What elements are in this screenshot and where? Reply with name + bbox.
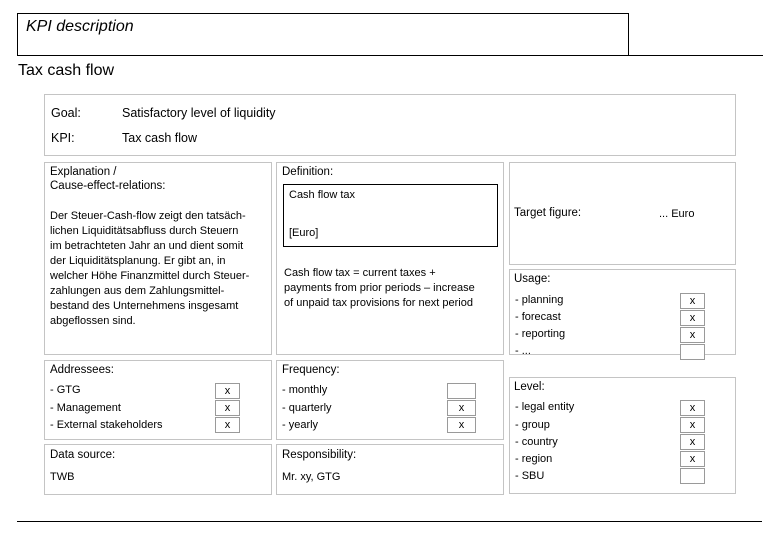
addressees-checkbox[interactable]: x <box>215 383 240 399</box>
kpi-header-box <box>17 13 629 56</box>
frequency-item: - quarterly <box>282 402 332 414</box>
usage-checkbox[interactable]: x <box>680 327 705 343</box>
addressees-item: - GTG <box>50 384 81 396</box>
target-value: ... Euro <box>659 208 695 220</box>
footer-rule <box>17 521 762 522</box>
level-checkbox[interactable]: x <box>680 417 705 433</box>
level-item: - legal entity <box>515 401 575 413</box>
addressees-item: - External stakeholders <box>50 419 163 431</box>
usage-label: Usage: <box>514 273 551 285</box>
kpi-header-title: KPI description <box>26 18 134 35</box>
level-checkbox[interactable]: x <box>680 434 705 450</box>
goal-label: Goal: <box>51 106 81 120</box>
kpi-label: KPI: <box>51 131 75 145</box>
usage-item: - planning <box>515 294 564 306</box>
level-item: - group <box>515 419 550 431</box>
page-title: Tax cash flow <box>18 62 115 79</box>
goal-kpi-panel <box>44 94 736 156</box>
level-checkbox[interactable] <box>680 468 705 484</box>
level-checkbox[interactable]: x <box>680 451 705 467</box>
level-checkbox[interactable]: x <box>680 400 705 416</box>
definition-box-unit: [Euro] <box>289 227 319 239</box>
usage-checkbox[interactable]: x <box>680 293 705 309</box>
target-label: Target figure: <box>514 207 582 219</box>
definition-label: Definition: <box>282 166 334 178</box>
frequency-checkbox[interactable] <box>447 383 476 399</box>
level-item: - country <box>515 436 558 448</box>
addressees-checkbox[interactable]: x <box>215 417 240 433</box>
usage-item: - ... <box>515 345 531 357</box>
addressees-checkbox[interactable]: x <box>215 400 240 416</box>
frequency-item: - yearly <box>282 419 319 431</box>
frequency-checkbox[interactable]: x <box>447 417 476 433</box>
usage-item: - forecast <box>515 311 561 323</box>
frequency-label: Frequency: <box>282 364 340 376</box>
responsibility-label: Responsibility: <box>282 449 357 461</box>
usage-item: - reporting <box>515 328 566 340</box>
data-source-label: Data source: <box>50 449 116 461</box>
frequency-checkbox[interactable]: x <box>447 400 476 416</box>
addressees-label: Addressees: <box>50 364 114 376</box>
responsibility-value: Mr. xy, GTG <box>282 471 341 483</box>
kpi-value: Tax cash flow <box>122 131 198 145</box>
level-item: - SBU <box>515 470 545 482</box>
usage-checkbox[interactable]: x <box>680 310 705 326</box>
explanation-label-line1: Explanation / <box>50 166 117 178</box>
goal-value: Satisfactory level of liquidity <box>122 106 276 120</box>
definition-formula: Cash flow tax = current taxes + payments from prior periods – increase of unpaid tax provisions for next period <box>284 267 475 309</box>
header-rule <box>629 55 763 56</box>
definition-box-name: Cash flow tax <box>289 189 356 201</box>
usage-checkbox[interactable] <box>680 344 705 360</box>
definition-box <box>283 184 498 247</box>
explanation-text: Der Steuer-Cash-flow zeigt den tatsäch- lichen Liquiditätsabfluss durch Steuern im betrachteten Jahr an und dient somit der Liquiditätsplanung. Er gibt an, in welcher Höhe Finanzmittel durch Steuer- zahlungen aus dem Zahlungsmittel- bestand des Unternehmens insgesamt abgeflossen sind. <box>50 210 250 327</box>
level-label: Level: <box>514 381 545 393</box>
addressees-item: - Management <box>50 402 121 414</box>
explanation-label-line2: Cause-effect-relations: <box>50 180 166 192</box>
frequency-item: - monthly <box>282 384 328 396</box>
data-source-value: TWB <box>50 471 75 483</box>
level-item: - region <box>515 453 553 465</box>
